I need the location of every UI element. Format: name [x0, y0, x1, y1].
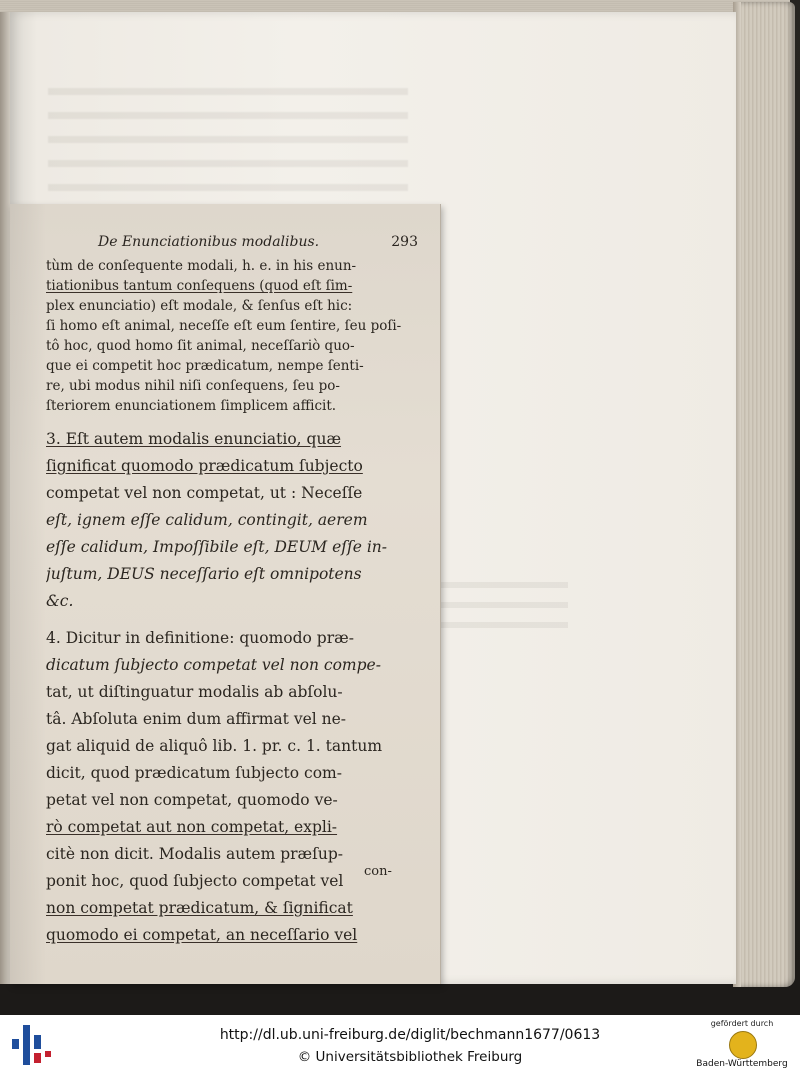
permalink[interactable]: http://dl.ub.uni-freiburg.de/diglit/bechmann1677/0613 — [219, 1027, 601, 1043]
bleed-through-text-lower — [428, 572, 568, 642]
paragraph-3-line: juſtum, DEUS neceſſario eſt omnipotens — [46, 565, 362, 583]
viewer-footer — [0, 1015, 800, 1073]
ub-freiburg-logo-icon — [8, 1021, 52, 1067]
paragraph-3-line: ſignificat quomodo prædicatum ſubjecto — [46, 457, 363, 475]
sponsor-label: gefördert durch — [710, 1019, 774, 1028]
text-line: que ei competit hoc prædicatum, nempe ſenti- — [46, 358, 364, 374]
copyright-notice: © Universitätsbibliothek Freiburg — [297, 1049, 523, 1065]
gutter-strip — [0, 12, 10, 984]
paragraph-4-line: petat vel non competat, quomodo ve- — [46, 791, 338, 809]
running-head-title: De Enunciationibus modalibus. — [98, 234, 320, 250]
paragraph-4-line: gat aliquid de aliquô lib. 1. pr. c. 1. tantum — [46, 737, 383, 755]
paragraph-3-line: eſt, ignem eſſe calidum, contingit, aerem — [46, 511, 368, 529]
text-block — [46, 256, 418, 949]
running-head — [98, 234, 418, 256]
paragraph-3-line: &c. — [46, 592, 74, 610]
paragraph-4-line: tâ. Abſoluta enim dum affirmat vel ne- — [46, 710, 347, 728]
paragraph-4-line: dicit, quod prædicatum ſubjecto com- — [46, 764, 342, 782]
text-line: ſi homo eſt animal, neceſſe eſt eum ſentire, ſeu poſi- — [46, 318, 402, 334]
text-line: tiationibus tantum conſequens (quod eſt ſim- — [46, 278, 353, 294]
paragraph-4-line: tat, ut diſtinguatur modalis ab abſolu- — [46, 683, 343, 701]
paragraph-4-line: 4. Dicitur in definitione: quomodo præ- — [46, 629, 354, 647]
page-stack — [735, 2, 795, 987]
paragraph-4-line: rò competat aut non competat, expli- — [46, 818, 338, 836]
slip-content — [46, 204, 418, 984]
catchword: con- — [364, 864, 392, 879]
text-line: re, ubi modus nihil niſi conſequens, ſeu po- — [46, 378, 340, 394]
sponsor-block — [690, 1019, 794, 1071]
inserted-slip — [10, 204, 441, 984]
paragraph-4-line: non competat prædicatum, & ſignificat — [46, 899, 353, 917]
sponsor-name: Baden-Württemberg — [696, 1059, 788, 1069]
text-line: ſteriorem enunciationem ſimplicem afficit. — [46, 398, 337, 414]
paragraph-3-line: eſſe calidum, Impoſſibile eſt, DEUM eſſe in- — [46, 538, 387, 556]
text-line: plex enunciatio) eſt modale, & ſenſus eſt hic: — [46, 298, 353, 314]
state-emblem-icon — [729, 1031, 757, 1059]
paragraph-3-line: competat vel non competat, ut : Neceſſe — [46, 484, 363, 502]
text-line: tùm de conſequente modali, h. e. in his enun- — [46, 258, 357, 274]
paragraph-3-line: 3. Eſt autem modalis enunciatio, quæ — [46, 430, 342, 448]
paragraph-4-line: quomodo ei competat, an neceſſario vel — [46, 926, 358, 944]
paragraph-4-line: citè non dicit. Modalis autem præſup- — [46, 845, 343, 863]
text-line: tô hoc, quod homo ſit animal, neceſſariò quo- — [46, 338, 355, 354]
paragraph-4-line: dicatum ſubjecto competat vel non compe- — [46, 656, 381, 674]
page-number: 293 — [391, 234, 418, 250]
paragraph-4-line: ponit hoc, quod ſubjecto competat vel — [46, 872, 344, 890]
